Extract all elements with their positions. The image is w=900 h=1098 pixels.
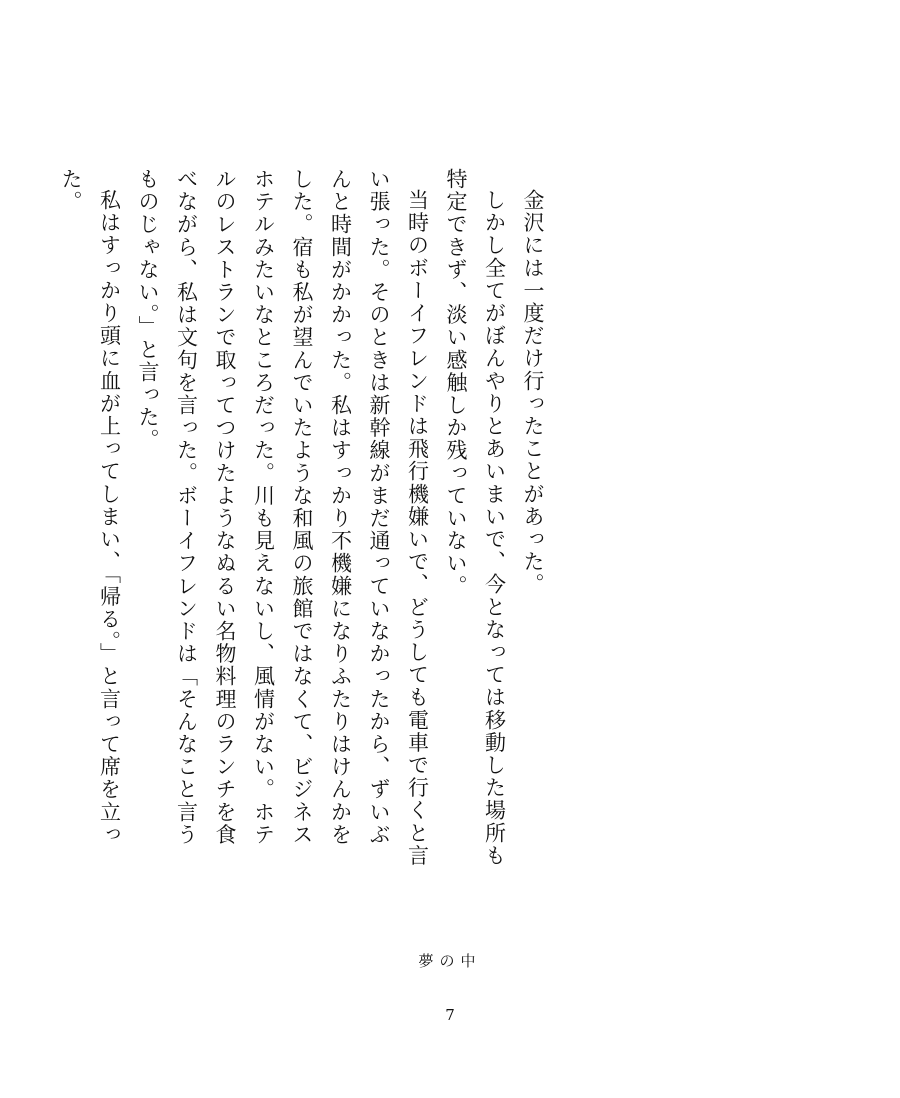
page-number: 7	[445, 1006, 455, 1024]
paragraph: 金沢には一度だけ行ったことがあった。	[521, 189, 545, 596]
paragraph: 当時のボーイフレンドは飛行機嫌いで、どうしても電車で行くと言い張った。そのときは新幹線がまだ通っていなかったから、ずいぶんと時間がかかった。私はすっかり不機嫌になりふたりはけんかをした。宿も私が望んでいたような和風の旅館ではなくて、ビジネスホテルみたいなところだった。川も見えないし、風情がない。ホテルのレストランで取ってつけたようなぬるい名物料理のランチを食べながら、私は文句を言った。ボーイフレンドは「そんなこと言うものじゃない。」と言った。	[136, 168, 430, 867]
body-text	[52, 168, 553, 868]
running-title: 夢の中	[418, 952, 482, 970]
paragraph: しかし全てがぼんやりとあいまいで、今となっては移動した場所も特定できず、淡い感触しか残っていない。	[444, 168, 507, 867]
paragraph: 私はすっかり頭に血が上ってしまい、「帰る。」と言って席を立った。	[59, 168, 122, 846]
